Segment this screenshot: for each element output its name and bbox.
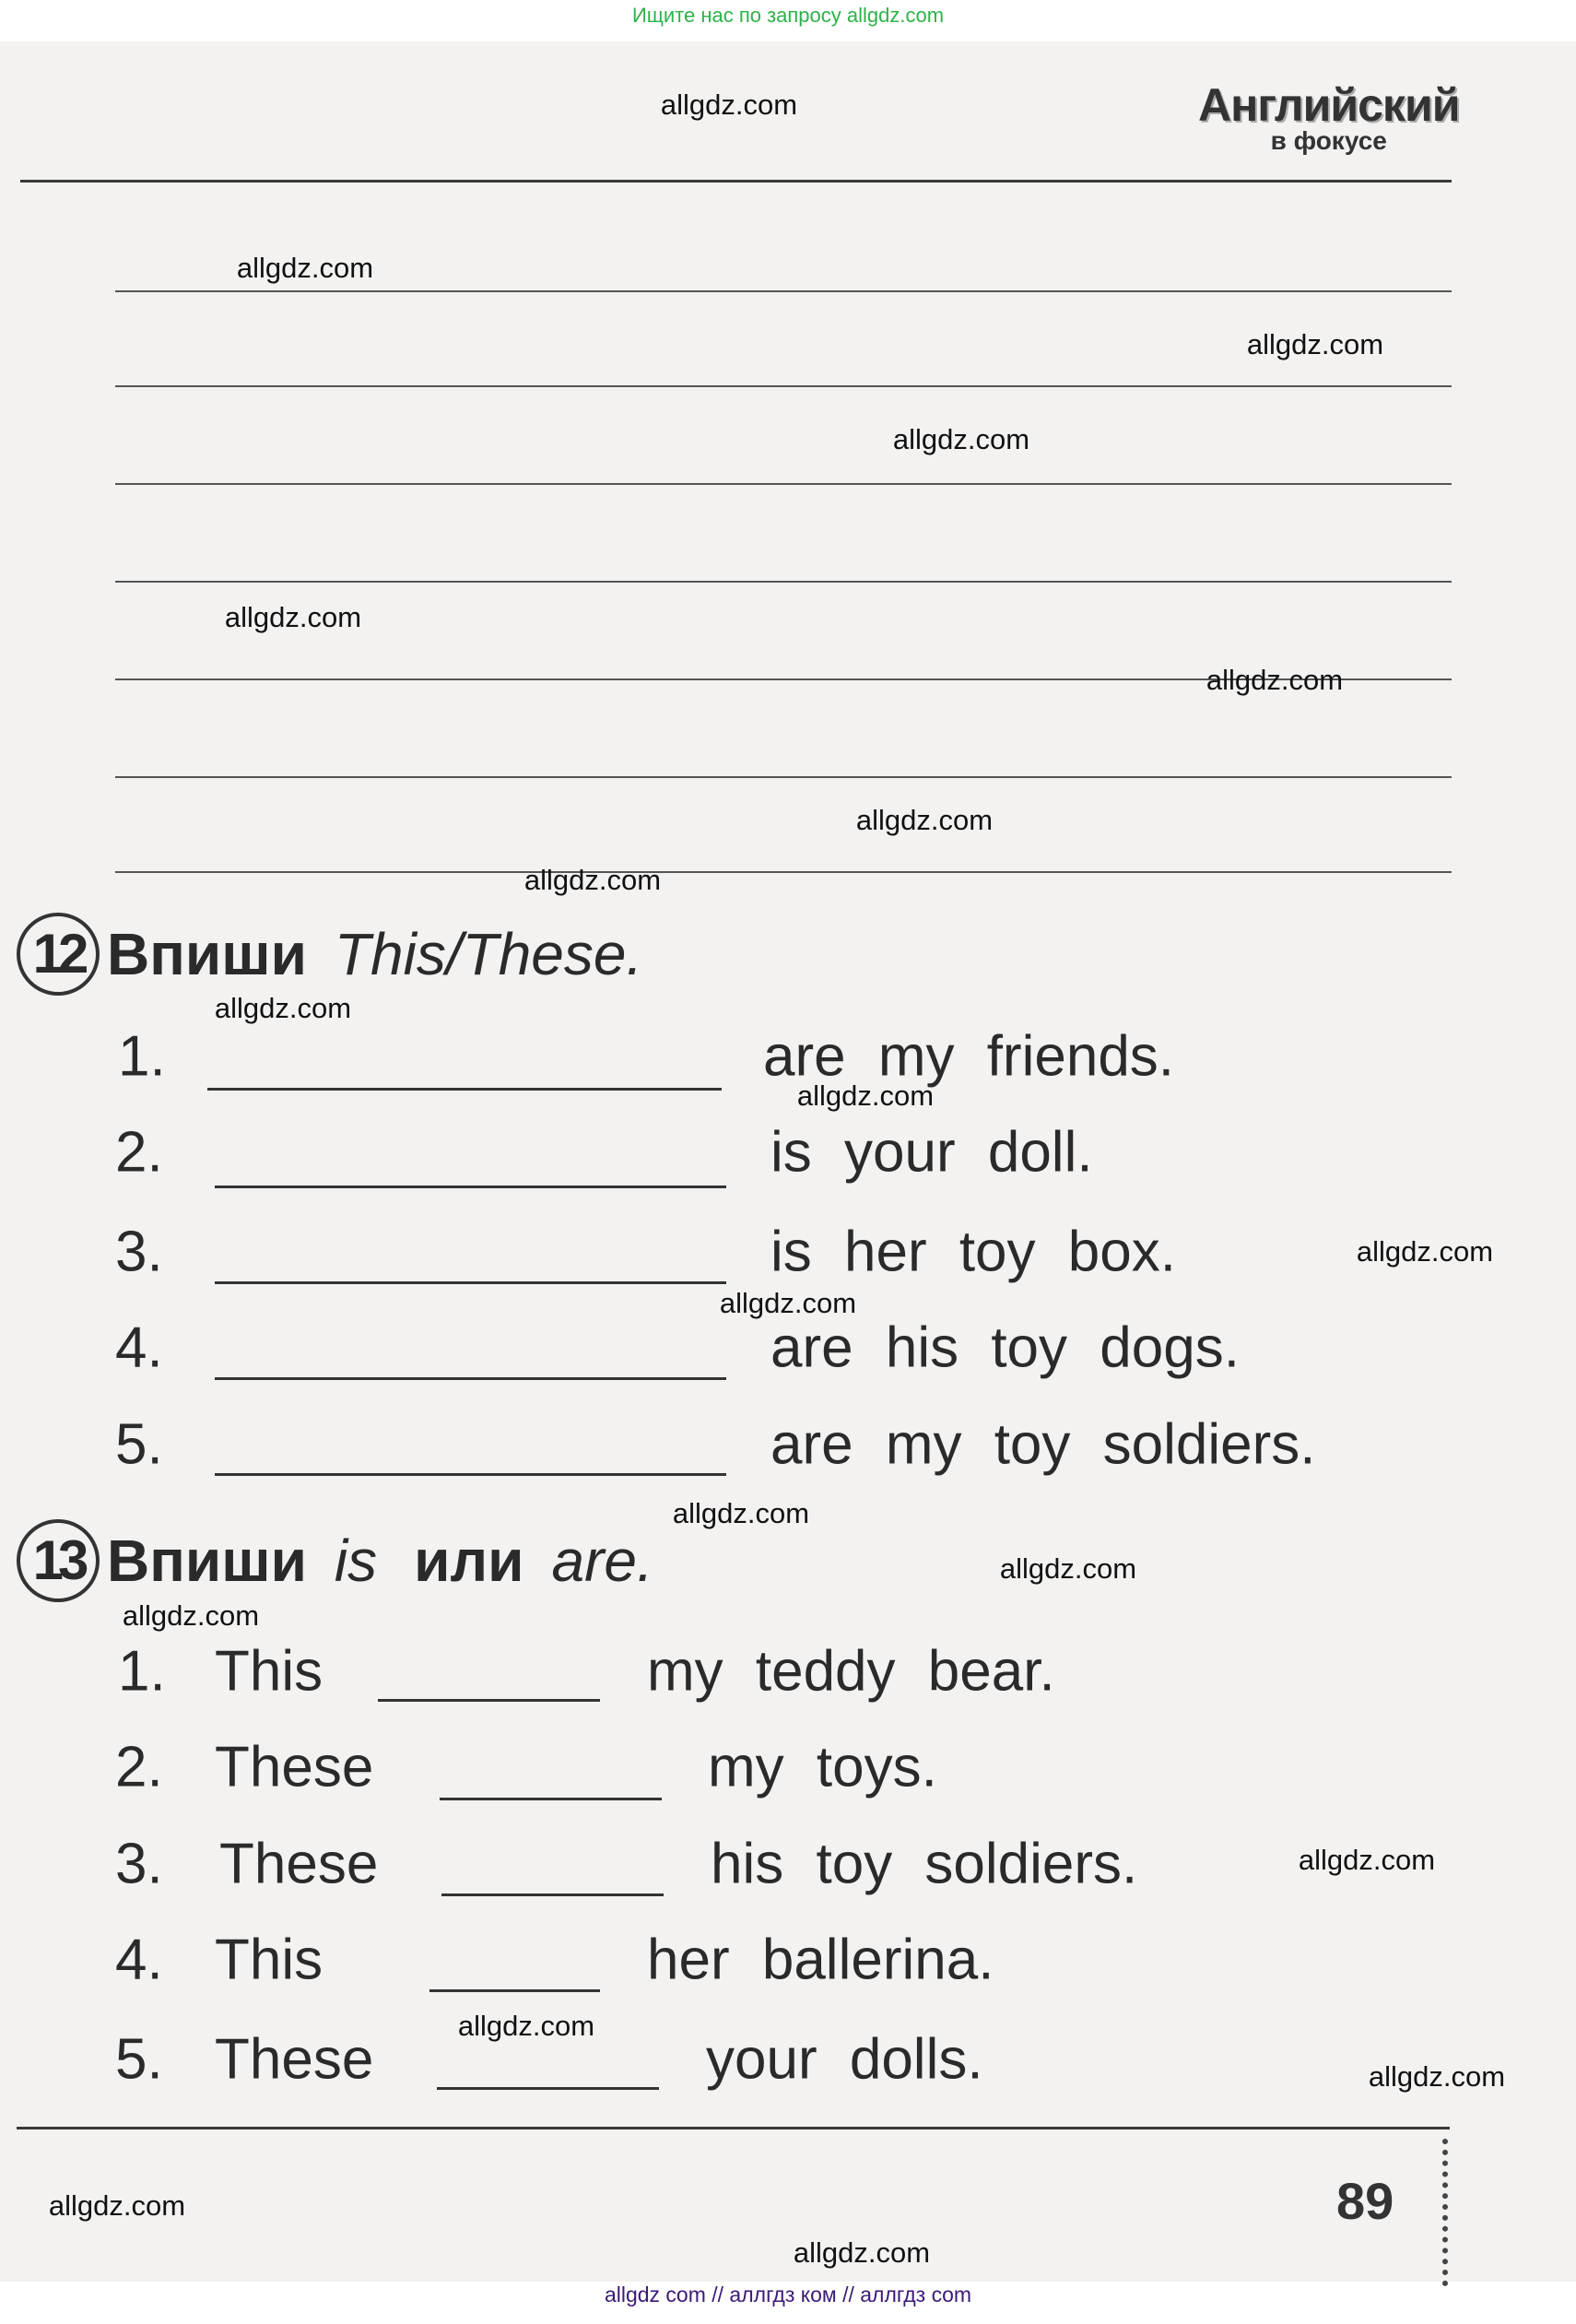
- answer-blank[interactable]: [440, 1798, 662, 1800]
- item-number: 4.: [115, 1928, 163, 1992]
- item-text: his toy soldiers.: [711, 1832, 1138, 1896]
- watermark: allgdz.com: [892, 423, 1030, 455]
- watermark: allgdz.com: [1206, 664, 1344, 696]
- item-subject: This: [215, 1928, 323, 1992]
- item-number: 2.: [115, 1120, 163, 1185]
- book-logo: [1198, 78, 1459, 156]
- watermark: allgdz.com: [236, 252, 374, 284]
- watermark: allgdz.com: [1298, 1844, 1436, 1876]
- item-number: 1.: [118, 1024, 166, 1089]
- item-text: are my friends.: [763, 1024, 1175, 1089]
- watermark: allgdz.com: [457, 2010, 595, 2042]
- writing-line: [115, 581, 1452, 583]
- item-text: are his toy dogs.: [770, 1315, 1240, 1380]
- writing-line: [115, 385, 1452, 387]
- writing-line: [115, 483, 1452, 485]
- watermark: allgdz.com: [1368, 2060, 1506, 2093]
- item-text: is your doll.: [770, 1120, 1093, 1185]
- writing-line: [115, 871, 1452, 873]
- watermark: allgdz.com: [855, 804, 994, 836]
- answer-blank[interactable]: [215, 1281, 726, 1284]
- item-number: 2.: [115, 1735, 163, 1799]
- exercise-instruction: This/These.: [334, 921, 643, 987]
- exercise-title: Впиши: [107, 1528, 307, 1594]
- exercise-13-heading: [17, 1519, 653, 1602]
- header-divider: [20, 180, 1452, 183]
- watermark: allgdz.com: [214, 992, 352, 1024]
- watermark: allgdz.com: [1246, 328, 1384, 360]
- watermark: allgdz.com: [660, 88, 798, 121]
- item-text: are my toy soldiers.: [770, 1412, 1316, 1477]
- exercise-12-heading: [17, 913, 642, 996]
- watermark: allgdz.com: [719, 1287, 857, 1319]
- logo-title: Английский: [1198, 79, 1460, 131]
- item-number: 3.: [115, 1832, 163, 1896]
- watermark: allgdz.com: [793, 2236, 931, 2269]
- logo-subtitle: в фокусе: [1270, 126, 1387, 155]
- watermark: allgdz.com: [672, 1497, 810, 1529]
- answer-blank[interactable]: [437, 2087, 659, 2090]
- answer-blank[interactable]: [207, 1088, 722, 1091]
- instruction-are: are.: [551, 1528, 653, 1594]
- watermark: allgdz.com: [1356, 1235, 1494, 1268]
- watermark: allgdz.com: [796, 1079, 935, 1112]
- watermark: allgdz.com: [224, 601, 362, 633]
- answer-blank[interactable]: [441, 1893, 664, 1896]
- item-text: your dolls.: [706, 2027, 983, 2092]
- item-subject: These: [215, 1735, 374, 1799]
- item-text: my toys.: [708, 1735, 937, 1799]
- item-subject: These: [219, 1832, 379, 1896]
- answer-blank[interactable]: [215, 1473, 726, 1476]
- watermark: allgdz.com: [48, 2189, 186, 2222]
- watermark: allgdz.com: [122, 1599, 260, 1632]
- item-subject: These: [215, 2027, 374, 2092]
- item-text: is her toy box.: [770, 1220, 1176, 1284]
- exercise-number-badge: 13: [17, 1519, 100, 1602]
- perforation-dots: [1442, 2139, 1453, 2286]
- item-subject: This: [215, 1639, 323, 1704]
- answer-blank[interactable]: [429, 1989, 600, 1992]
- top-banner[interactable]: Ищите нас по запросу allgdz.com: [631, 4, 945, 27]
- instruction-or: или: [414, 1528, 524, 1594]
- watermark: allgdz.com: [523, 864, 662, 896]
- footer-divider: [17, 2127, 1450, 2129]
- writing-line: [115, 776, 1452, 778]
- item-number: 5.: [115, 2027, 163, 2092]
- item-number: 1.: [118, 1639, 166, 1704]
- item-number: 3.: [115, 1220, 163, 1284]
- writing-line: [115, 290, 1452, 292]
- answer-blank[interactable]: [215, 1186, 726, 1188]
- item-text: her ballerina.: [647, 1928, 994, 1992]
- item-number: 5.: [115, 1412, 163, 1477]
- bottom-banner[interactable]: allgdz com // аллгдз ком // аллгдз com: [604, 2283, 972, 2306]
- page-number: 89: [1336, 2172, 1394, 2230]
- item-text: my teddy bear.: [647, 1639, 1055, 1704]
- instruction-is: is: [334, 1528, 378, 1594]
- exercise-number-badge: 12: [17, 913, 100, 996]
- exercise-title: Впиши: [107, 921, 307, 987]
- answer-blank[interactable]: [378, 1699, 600, 1702]
- watermark: allgdz.com: [999, 1552, 1137, 1585]
- answer-blank[interactable]: [215, 1377, 726, 1380]
- item-number: 4.: [115, 1315, 163, 1380]
